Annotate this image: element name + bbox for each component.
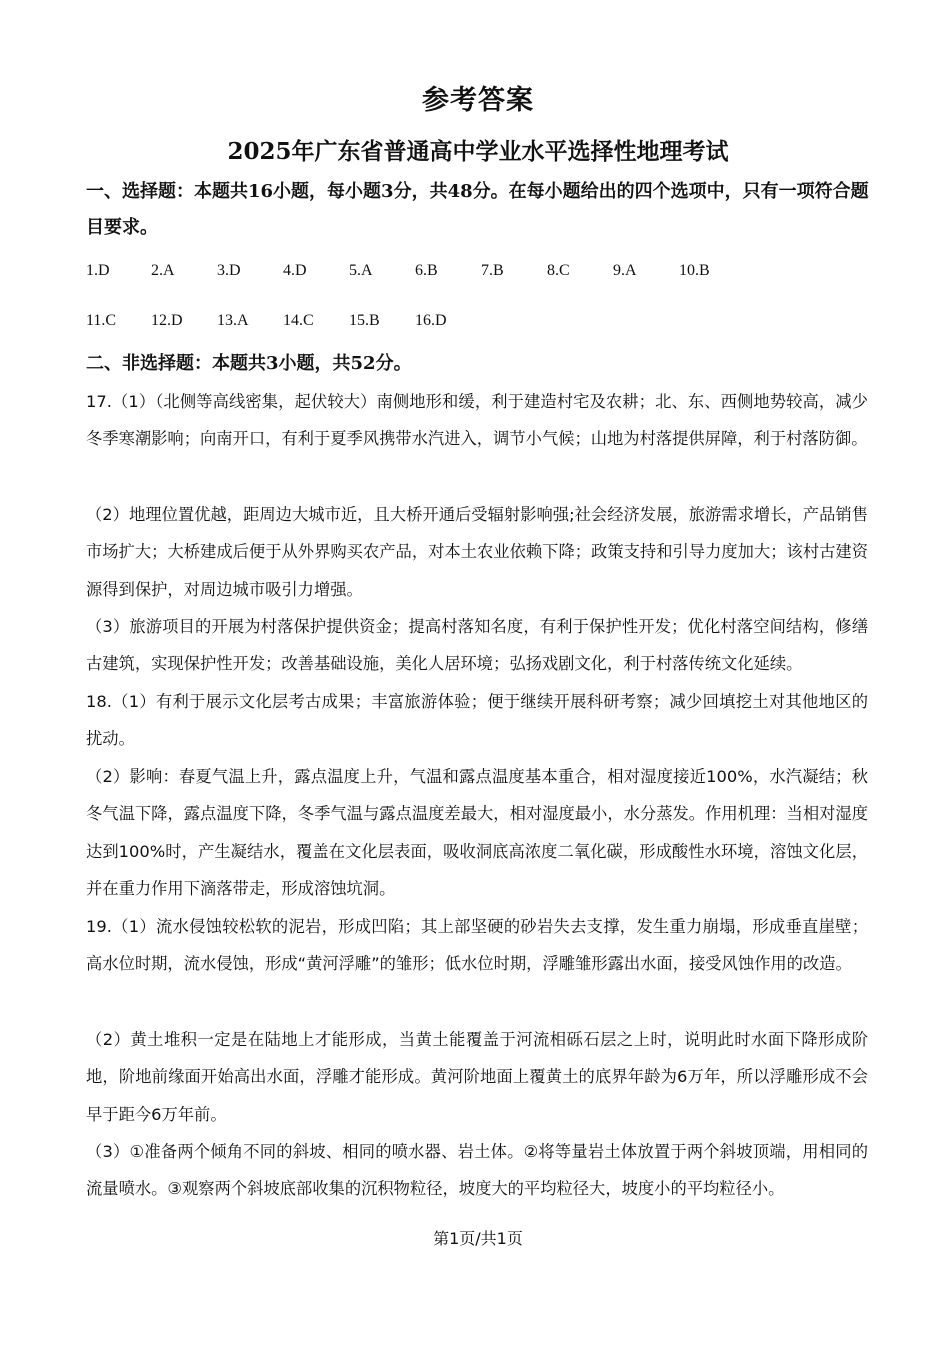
answer-paragraph: （2）影响：春夏气温上升，露点温度上升，气温和露点温度基本重合，相对湿度接近100%，水汽凝结；秋冬气温下降，露点温度下降，冬季气温与露点温度差最大，相对湿度最小，水分蒸发。作用机理：当相对湿度达到100%时，产生凝结水，覆盖在文化层表面，吸收洞底高浓度二氧化碳，形成酸性水环境，溶蚀文化层，并在重力作用下滴落带走，形成溶蚀坑洞。 (86, 767, 868, 898)
answer-item: 5.A (349, 262, 373, 279)
answer-item: 15.B (349, 312, 380, 329)
answer-item: 9.A (613, 262, 637, 279)
answer-item: 10.B (679, 262, 710, 279)
answer-paragraph: （3）①准备两个倾角不同的斜坡、相同的喷水器、岩土体。②将等量岩土体放置于两个斜坡顶端，用相同的流量喷水。③观察两个斜坡底部收集的沉积物粒径，坡度大的平均粒径大，坡度小的平均粒径小。 (86, 1142, 868, 1199)
answer-item: 13.A (217, 312, 249, 329)
answer-item: 1.D (86, 262, 110, 279)
answer-item: 6.B (415, 262, 438, 279)
answer-item: 4.D (283, 262, 307, 279)
answer-item: 11.C (86, 312, 117, 329)
answer-paragraph: （2）地理位置优越，距周边大城市近，且大桥开通后受辐射影响强;社会经济发展，旅游需求增长，产品销售市场扩大；大桥建成后便于从外界购买农产品，对本土农业依赖下降；政策支持和引导力度加大；该村古建资源得到保护，对周边城市吸引力增强。 (86, 505, 868, 599)
page-title: 参考答案 (422, 85, 534, 116)
page-number: 第1页/共1页 (433, 1229, 523, 1248)
answer-paragraph: （3）旅游项目的开展为村落保护提供资金；提高村落知名度，有利于保护性开发；优化村落空间结构，修缮古建筑，实现保护性开发；改善基础设施，美化人居环境；弘扬戏剧文化，利于村落传统文化延续。 (86, 617, 868, 674)
answer-sheet-page (86, 0, 870, 1345)
answer-paragraph: 19.（1）流水侵蚀较松软的泥岩，形成凹陷；其上部坚硬的砂岩失去支撑，发生重力崩塌，形成垂直崖壁；高水位时期，流水侵蚀，形成“黄河浮雕”的雏形；低水位时期，浮雕雏形露出水面，接受风蚀作用的改造。 (86, 917, 868, 974)
answer-item: 14.C (283, 312, 314, 329)
answer-item: 3.D (217, 262, 241, 279)
answer-item: 2.A (151, 262, 175, 279)
answer-paragraph: （2）黄土堆积一定是在陆地上才能形成，当黄土能覆盖于河流相砾石层之上时，说明此时水面下降形成阶地，阶地前缘面开始高出水面，浮雕才能形成。黄河阶地面上覆黄土的底界年龄为6万年，所以浮雕形成不会早于距今6万年前。 (86, 1030, 868, 1124)
section-2-heading: 二、非选择题：本题共3小题，共52分。 (86, 353, 412, 374)
answer-item: 8.C (547, 262, 570, 279)
answer-item: 16.D (415, 312, 447, 329)
exam-title: 2025年广东省普通高中学业水平选择性地理考试 (227, 138, 729, 165)
section-1-heading: 一、选择题：本题共16小题，每小题3分，共48分。在每小题给出的四个选项中，只有一项符合题目要求。 (86, 181, 869, 238)
answer-item: 12.D (151, 312, 183, 329)
answer-item: 7.B (481, 262, 504, 279)
answer-paragraph: 18.（1）有利于展示文化层考古成果；丰富旅游体验；便于继续开展科研考察；减少回填挖土对其他地区的扰动。 (86, 692, 868, 749)
answer-paragraph: 17.（1）（北侧等高线密集，起伏较大）南侧地形和缓，利于建造村宅及农耕；北、东、西侧地势较高，减少冬季寒潮影响；向南开口，有利于夏季风携带水汽进入，调节小气候；山地为村落提供屏障，利于村落防御。 (86, 392, 868, 449)
